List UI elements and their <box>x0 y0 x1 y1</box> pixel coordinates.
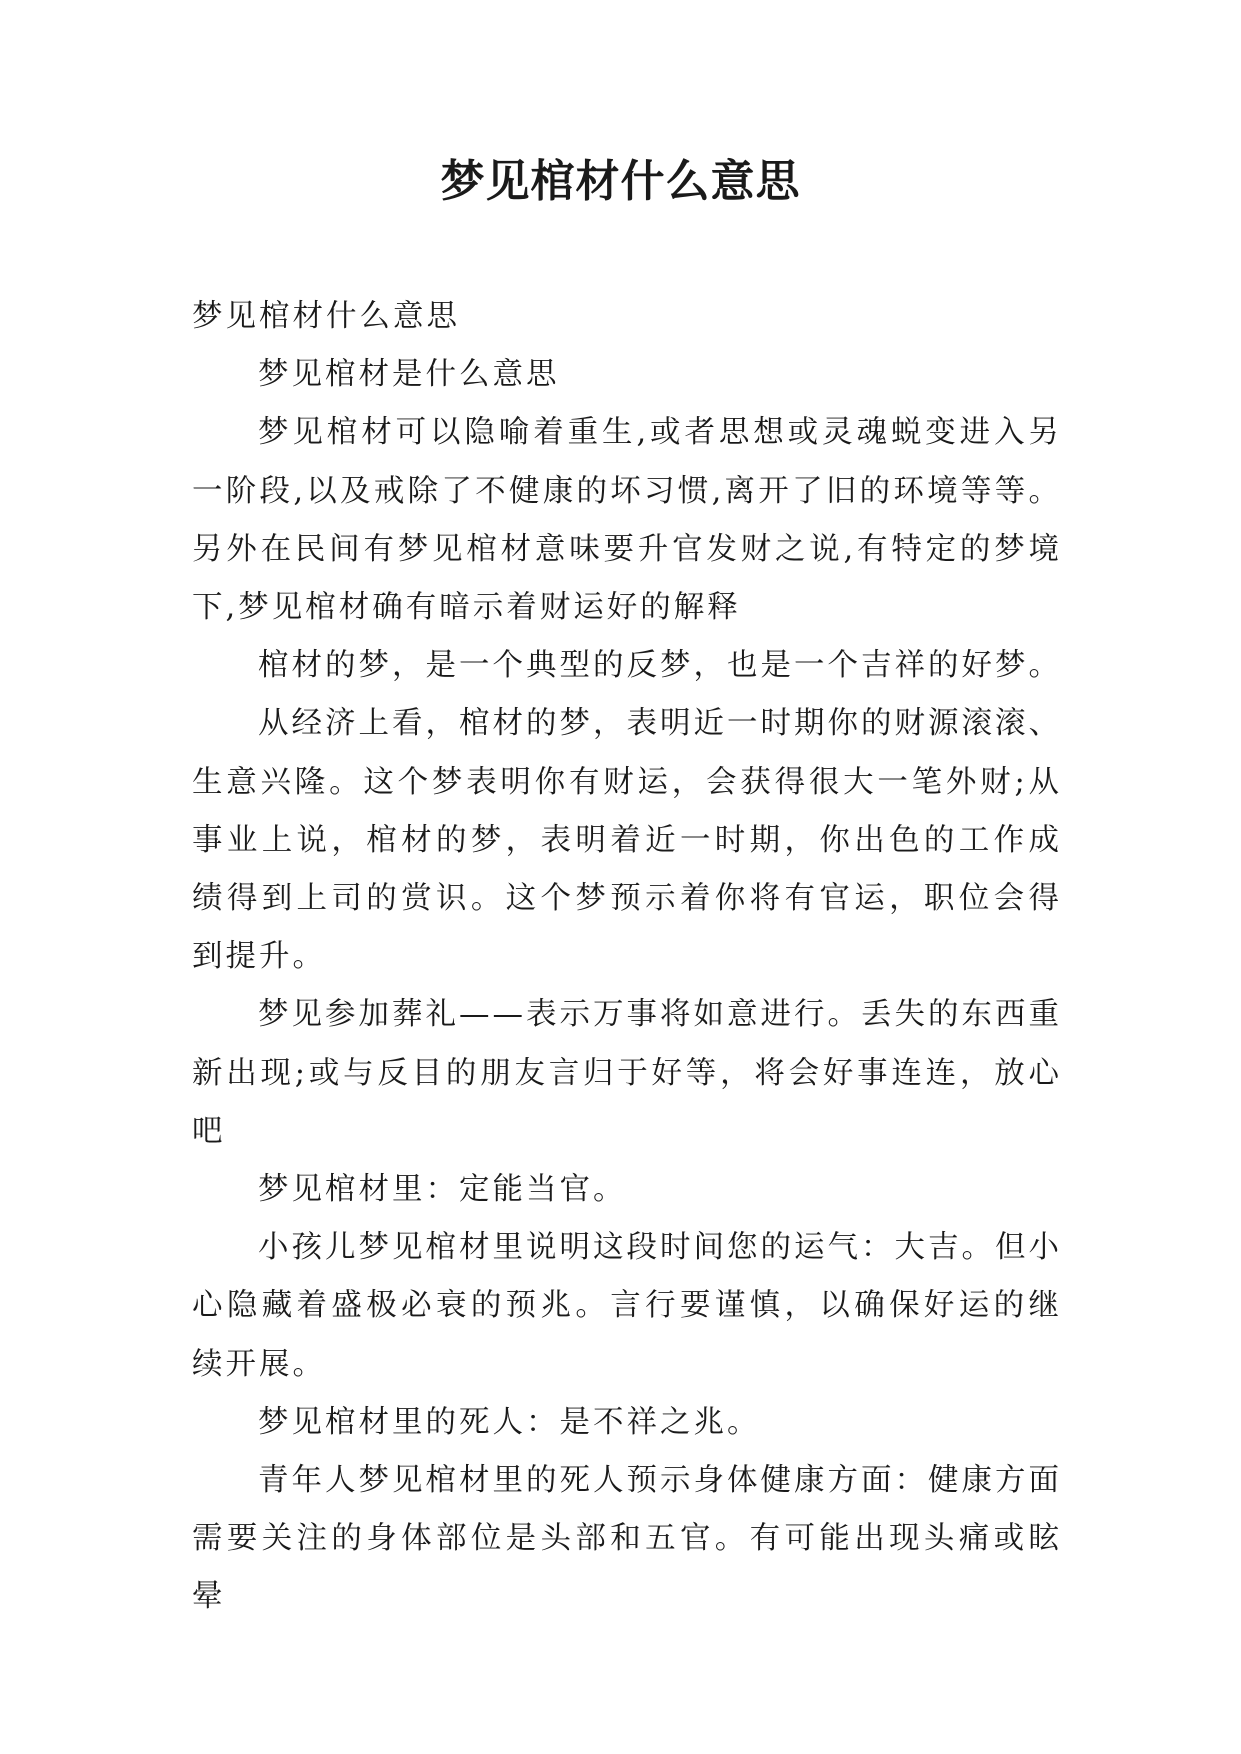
paragraph: 梦见棺材里：定能当官。 <box>258 1172 627 1208</box>
paragraph: 梦见棺材里的死人：是不祥之兆。 <box>258 1404 761 1440</box>
paragraph-heading: 梦见棺材什么意思 <box>192 299 460 334</box>
document-body <box>192 288 1062 1627</box>
paragraph: 棺材的梦，是一个典型的反梦，也是一个吉祥的好梦。 <box>258 648 1062 684</box>
document-title: 梦见棺材什么意思 <box>440 156 801 207</box>
paragraph: 小孩儿梦见棺材里说明这段时间您的运气：大吉。但小心隐藏着盛极必衰的预兆。言行要谨慎，以确保好运的继续开展。 <box>192 1230 1062 1382</box>
paragraph: 青年人梦见棺材里的死人预示身体健康方面：健康方面需要关注的身体部位是头部和五官。有可能出现头痛或眩晕 <box>192 1463 1062 1615</box>
paragraph: 梦见棺材可以隐喻着重生,或者思想或灵魂蜕变进入另一阶段,以及戒除了不健康的坏习惯,离开了旧的环境等等。另外在民间有梦见棺材意味要升官发财之说,有特定的梦境下,梦见棺材确有暗示着财运好的解释 <box>192 415 1062 626</box>
paragraph: 梦见棺材是什么意思 <box>258 357 560 393</box>
paragraph: 梦见参加葬礼——表示万事将如意进行。丢失的东西重新出现;或与反目的朋友言归于好等，将会好事连连，放心吧 <box>192 997 1062 1149</box>
paragraph: 从经济上看，棺材的梦，表明近一时期你的财源滚滚、生意兴隆。这个梦表明你有财运，会获得很大一笔外财;从事业上说，棺材的梦，表明着近一时期，你出色的工作成绩得到上司的赏识。这个梦预示着你将有官运，职位会得到提升。 <box>192 706 1062 975</box>
